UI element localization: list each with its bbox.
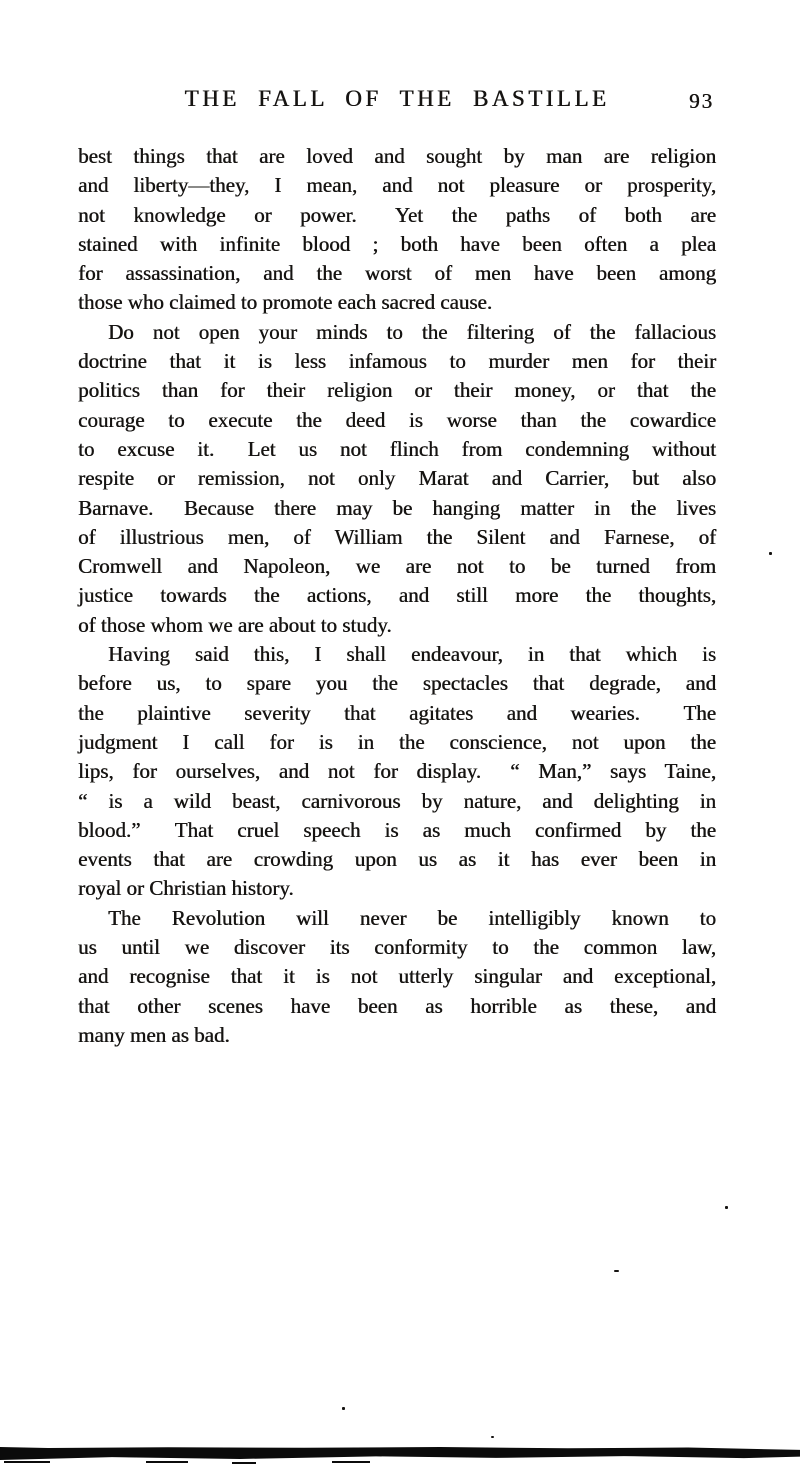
page-body	[78, 142, 716, 1050]
text-line: doctrine that it is less infamous to murder men for their	[78, 349, 716, 374]
paragraph	[78, 640, 716, 904]
text-line: lips, for ourselves, and not for display. “ Man,” says Taine,	[78, 759, 716, 784]
text-line: many men as bad.	[78, 1022, 230, 1047]
text-line: and liberty—they, I mean, and not pleasure or prosperity,	[78, 173, 716, 198]
paragraph	[78, 142, 716, 318]
text-line: the plaintive severity that agitates and wearies. The	[78, 700, 716, 725]
text-line: courage to execute the deed is worse than the cowardice	[78, 407, 716, 432]
scan-edge-fragment	[332, 1461, 370, 1463]
scan-speckle	[491, 1436, 494, 1438]
scan-speckle	[342, 1407, 345, 1410]
text-line: for assassination, and the worst of men have been among	[78, 261, 716, 286]
text-line: justice towards the actions, and still more the thoughts,	[78, 583, 716, 608]
paragraph	[78, 318, 716, 640]
text-line: blood.” That cruel speech is as much confirmed by the	[78, 817, 716, 842]
text-line: Do not open your minds to the filtering of the fallacious	[108, 319, 716, 344]
text-line: of illustrious men, of William the Silent and Farnese, of	[78, 524, 716, 549]
text-line: judgment I call for is in the conscience, not upon the	[78, 729, 716, 754]
text-line: respite or remission, not only Marat and Carrier, but also	[78, 466, 716, 491]
text-line: politics than for their religion or their money, or that the	[78, 378, 716, 403]
text-line: Barnave. Because there may be hanging matter in the lives	[78, 495, 716, 520]
running-header	[78, 86, 716, 120]
text-line: events that are crowding upon us as it has ever been in	[78, 847, 716, 872]
text-line: us until we discover its conformity to the common law,	[78, 935, 716, 960]
text-line: Cromwell and Napoleon, we are not to be turned from	[78, 554, 716, 579]
scan-speckle	[614, 1270, 619, 1272]
text-line: royal or Christian history.	[78, 876, 294, 901]
text-line: best things that are loved and sought by man are religion	[78, 144, 716, 168]
paragraph	[78, 904, 716, 1050]
text-line: Having said this, I shall endeavour, in that which is	[108, 642, 716, 667]
scan-speckle	[725, 1206, 728, 1209]
text-line: “ is a wild beast, carnivorous by nature, and delighting in	[78, 788, 716, 813]
text-line: to excuse it. Let us not flinch from condemning without	[78, 436, 716, 461]
text-line: those who claimed to promote each sacred cause.	[78, 290, 493, 315]
scan-edge-bar	[0, 1447, 800, 1460]
text-line: that other scenes have been as horrible as these, and	[78, 993, 716, 1018]
text-line: and recognise that it is not utterly singular and exceptional,	[78, 964, 716, 989]
scan-edge-fragment	[146, 1461, 188, 1463]
scan-edge-fragment	[4, 1461, 50, 1463]
text-line: The Revolution will never be intelligibly known to	[108, 905, 716, 930]
text-line: stained with infinite blood ; both have been often a plea	[78, 231, 716, 256]
text-line: of those whom we are about to study.	[78, 612, 392, 637]
text-line: before us, to spare you the spectacles that degrade, and	[78, 671, 716, 696]
chapter-title: THE FALL OF THE BASTILLE	[184, 86, 610, 111]
page-number: 93	[689, 89, 714, 113]
scan-edge-fragment	[232, 1462, 256, 1464]
text-line: not knowledge or power. Yet the paths of both are	[78, 202, 716, 227]
scan-speckle	[769, 552, 772, 555]
